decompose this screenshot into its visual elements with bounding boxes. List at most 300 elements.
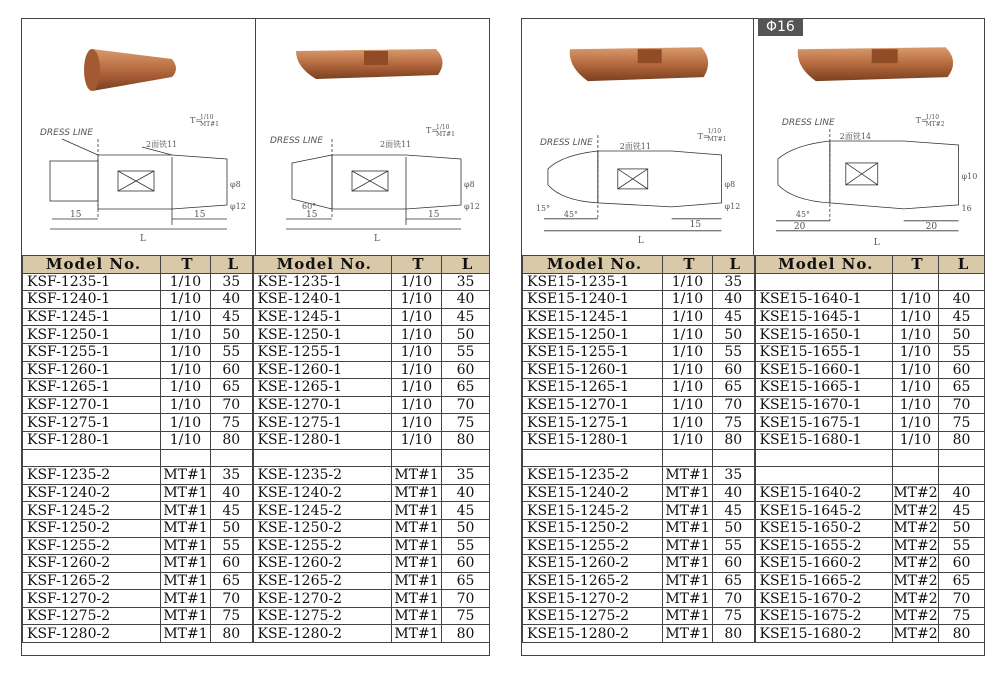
- t-cell: 1/10: [893, 291, 939, 309]
- l-cell: 65: [713, 379, 755, 397]
- t-cell: MT#1: [392, 590, 442, 608]
- t-cell: MT#1: [392, 625, 442, 643]
- spacer-cell: [23, 449, 161, 467]
- l-cell: 60: [939, 555, 985, 573]
- l-cell: 75: [939, 607, 985, 625]
- l-cell: 80: [713, 431, 755, 449]
- table-row: [523, 326, 985, 344]
- l-cell: 65: [442, 379, 490, 397]
- model-cell: KSF-1240-1: [23, 291, 161, 309]
- kse-electrode-drawing: [256, 19, 489, 255]
- dim-20-left: 20: [793, 221, 805, 232]
- l-cell: 35: [442, 467, 490, 485]
- model-cell: KSF-1280-1: [23, 431, 161, 449]
- model-cell: KSF-1270-2: [23, 590, 161, 608]
- l-cell: 75: [211, 414, 253, 432]
- l-cell: 55: [939, 343, 985, 361]
- l-cell: 60: [713, 361, 755, 379]
- model-cell: KSE15-1640-2: [755, 484, 893, 502]
- l-cell: 35: [442, 273, 490, 291]
- model-cell: KSE15-1675-2: [755, 607, 893, 625]
- table-row: [523, 291, 985, 309]
- spacer-cell: [713, 449, 755, 467]
- model-cell: KSE15-1245-2: [523, 502, 663, 520]
- table-row: [23, 467, 490, 485]
- t-cell: [893, 273, 939, 291]
- t-cell: [893, 467, 939, 485]
- table-row: [523, 484, 985, 502]
- model-cell: KSE15-1235-1: [523, 273, 663, 291]
- model-cell: KSF-1235-2: [23, 467, 161, 485]
- model-cell: KSE15-1260-2: [523, 555, 663, 573]
- face-mill-label: 2面铣11: [619, 141, 651, 151]
- l-cell: 70: [713, 396, 755, 414]
- l-cell: 35: [713, 467, 755, 485]
- t-cell: MT#2: [893, 572, 938, 589]
- left-spec-table: [22, 255, 490, 643]
- l-cell: 75: [211, 607, 253, 625]
- t-cell: MT#1: [392, 484, 442, 502]
- taper-frac-bot: MT#1: [707, 135, 727, 143]
- l-cell: 60: [442, 555, 490, 573]
- kse15-electrode-drawing: [522, 19, 753, 255]
- model-cell: KSE15-1245-1: [523, 308, 663, 326]
- model-cell: KSE-1260-1: [253, 361, 392, 379]
- taper-frac-bot2: MT#2: [925, 121, 945, 129]
- l-header: L: [442, 256, 490, 274]
- t-cell: 1/10: [161, 414, 211, 432]
- t-cell: MT#1: [392, 537, 442, 555]
- dim-15-right: 15: [194, 210, 206, 220]
- t-cell: MT#1: [392, 467, 442, 485]
- l-cell: 40: [713, 291, 755, 309]
- t-cell: 1/10: [392, 291, 442, 309]
- t-cell: 1/10: [663, 326, 713, 344]
- table-row: [23, 502, 490, 520]
- l-cell: 65: [939, 572, 985, 590]
- t-cell: MT#1: [161, 555, 211, 573]
- t-cell: MT#2: [893, 625, 938, 642]
- l-cell: 40: [442, 484, 490, 502]
- t-cell: MT#1: [161, 537, 211, 555]
- l-cell: 55: [211, 343, 253, 361]
- l-cell: 70: [442, 396, 490, 414]
- model-cell: KSF-1250-1: [23, 326, 161, 344]
- l-cell: [939, 273, 985, 291]
- model-cell: KSE15-1650-2: [755, 519, 893, 537]
- dress-line-label: DRESS LINE: [539, 137, 593, 148]
- t-cell: MT#1: [161, 502, 211, 520]
- l-cell: 80: [713, 625, 755, 643]
- dim-15-right: 15: [428, 210, 440, 220]
- l-cell: 50: [211, 326, 253, 344]
- t-cell: MT#1: [663, 537, 713, 555]
- dress-line-label: DRESS LINE: [781, 118, 835, 129]
- t-cell: MT#1: [161, 625, 211, 643]
- l-cell: 50: [442, 519, 490, 537]
- t-cell: MT#1: [663, 502, 713, 520]
- model-cell: [755, 273, 893, 291]
- model-cell: KSE15-1240-2: [523, 484, 663, 502]
- l-cell: 45: [211, 308, 253, 326]
- l-header: L: [713, 256, 755, 274]
- t-header: T: [392, 256, 442, 274]
- taper-frac-top: 1/10: [436, 124, 450, 131]
- l-cell: 70: [211, 590, 253, 608]
- table-row: [523, 396, 985, 414]
- l-header: L: [211, 256, 253, 274]
- l-cell: 60: [442, 361, 490, 379]
- l-cell: 75: [442, 414, 490, 432]
- model-cell: KSE15-1675-1: [755, 414, 893, 432]
- model-cell: KSE15-1680-1: [755, 431, 893, 449]
- t-cell: 1/10: [663, 273, 713, 291]
- taper-label: T=: [697, 131, 710, 141]
- model-cell: KSE-1245-1: [253, 308, 392, 326]
- model-cell: [755, 467, 893, 485]
- kse-drawing-cell: [256, 19, 489, 255]
- l-cell: 35: [211, 273, 253, 291]
- table-row: [523, 379, 985, 397]
- l-cell: 45: [442, 502, 490, 520]
- model-cell: KSF-1260-1: [23, 361, 161, 379]
- l-cell: 70: [211, 396, 253, 414]
- dim-phi12: φ12: [464, 202, 480, 211]
- t-cell: 1/10: [663, 431, 713, 449]
- l-cell: 35: [713, 273, 755, 291]
- table-row: [23, 273, 490, 291]
- table-row: [523, 607, 985, 625]
- model-cell: KSE15-1655-2: [755, 537, 893, 555]
- t-cell: MT#1: [663, 572, 713, 590]
- dim-l: L: [140, 234, 146, 244]
- l-cell: 65: [211, 379, 253, 397]
- l-cell: 45: [939, 502, 985, 520]
- taper-frac-bot: MT#1: [436, 131, 455, 138]
- l-cell: 55: [442, 343, 490, 361]
- l-cell: 80: [939, 625, 985, 643]
- dim-l: L: [637, 235, 644, 246]
- table-row: [23, 537, 490, 555]
- l-cell: 45: [713, 502, 755, 520]
- spacer-cell: [663, 449, 713, 467]
- l-cell: 40: [713, 484, 755, 502]
- model-cell: KSF-1260-2: [23, 555, 161, 573]
- l-cell: 65: [442, 572, 490, 590]
- model-cell: KSE15-1275-1: [523, 414, 663, 432]
- t-cell: MT#1: [161, 572, 211, 590]
- l-cell: 70: [442, 590, 490, 608]
- model-cell: KSE15-1265-2: [523, 572, 663, 590]
- l-cell: 75: [939, 414, 985, 432]
- spacer-row: [23, 449, 490, 467]
- table-row: [23, 291, 490, 309]
- model-cell: KSE15-1270-1: [523, 396, 663, 414]
- model-cell: KSE15-1250-2: [523, 519, 663, 537]
- t-cell: 1/10: [893, 414, 939, 432]
- model-cell: KSE15-1240-1: [523, 291, 663, 309]
- right-drawings-row: [522, 19, 984, 256]
- kse15-phi16-electrode-drawing: [754, 19, 985, 255]
- l-cell: 40: [939, 484, 985, 502]
- l-cell: 35: [211, 467, 253, 485]
- model-cell: KSE15-1655-1: [755, 343, 893, 361]
- spacer-row: [523, 449, 985, 467]
- model-cell: KSE15-1275-2: [523, 607, 663, 625]
- table-row: [23, 361, 490, 379]
- dim-phi12: φ12: [724, 201, 741, 211]
- l-cell: 70: [939, 590, 985, 608]
- kse15-phi16-drawing-cell: [754, 19, 985, 255]
- table-row: [23, 396, 490, 414]
- dim-phi16: 16: [961, 203, 972, 213]
- dim-45: 45°: [563, 209, 579, 219]
- t-cell: 1/10: [161, 343, 211, 361]
- model-cell: KSE15-1660-2: [755, 555, 893, 573]
- dim-15-right: 15: [689, 219, 702, 230]
- face-mill-alt-label: 2面铣14: [839, 131, 871, 141]
- table-row: [23, 572, 490, 590]
- kse15-phi16-electrode-photo: [797, 47, 952, 81]
- l-cell: 80: [442, 431, 490, 449]
- model-cell: KSE-1255-1: [253, 343, 392, 361]
- ksf-drawing-cell: [22, 19, 256, 255]
- model-cell: KSF-1275-1: [23, 414, 161, 432]
- t-cell: 1/10: [161, 396, 211, 414]
- l-cell: 80: [211, 625, 253, 643]
- model-cell: KSE15-1665-2: [755, 572, 893, 590]
- l-cell: 45: [442, 308, 490, 326]
- table-row: [523, 555, 985, 573]
- model-cell: KSE-1280-1: [253, 431, 392, 449]
- model-cell: KSE15-1680-2: [755, 625, 893, 643]
- t-cell: 1/10: [663, 414, 713, 432]
- t-cell: 1/10: [893, 361, 939, 379]
- face-mill-label: 2面铣11: [146, 140, 178, 149]
- table-row: [523, 273, 985, 291]
- table-row: [523, 467, 985, 485]
- right-spec-table: [522, 255, 985, 643]
- model-cell: KSE15-1255-1: [523, 343, 663, 361]
- model-cell: KSE-1265-1: [253, 379, 392, 397]
- t-cell: MT#2: [893, 520, 938, 537]
- t-cell: MT#1: [663, 467, 713, 485]
- t-cell: 1/10: [392, 361, 442, 379]
- l-cell: 60: [939, 361, 985, 379]
- model-cell: KSF-1275-2: [23, 607, 161, 625]
- t-cell: MT#2: [893, 590, 938, 607]
- t-cell: MT#1: [663, 607, 713, 625]
- model-cell: KSE-1260-2: [253, 555, 392, 573]
- l-cell: 40: [939, 291, 985, 309]
- t-cell: 1/10: [392, 273, 442, 291]
- model-cell: KSF-1270-1: [23, 396, 161, 414]
- face-mill-label: 2面铣11: [380, 140, 412, 149]
- phi16-badge: Φ16: [758, 18, 803, 36]
- model-cell: KSE15-1660-1: [755, 361, 893, 379]
- t-cell: 1/10: [161, 379, 211, 397]
- table-row: [523, 308, 985, 326]
- model-cell: KSE15-1670-2: [755, 590, 893, 608]
- table-row: [23, 326, 490, 344]
- model-cell: KSE15-1650-1: [755, 326, 893, 344]
- l-cell: 70: [713, 590, 755, 608]
- t-cell: 1/10: [893, 343, 939, 361]
- l-cell: 75: [713, 607, 755, 625]
- t-cell: MT#1: [161, 519, 211, 537]
- l-cell: 55: [939, 537, 985, 555]
- t-header: T: [161, 256, 211, 274]
- dim-60: 60°: [302, 202, 317, 211]
- dim-phi8: φ8: [724, 179, 736, 189]
- l-cell: 70: [939, 396, 985, 414]
- l-cell: 50: [939, 519, 985, 537]
- dim-45: 45°: [795, 209, 810, 219]
- kse15-electrode-photo: [570, 47, 708, 81]
- model-cell: KSE-1235-2: [253, 467, 392, 485]
- left-drawings-row: [22, 19, 489, 256]
- l-cell: 55: [713, 537, 755, 555]
- table-row: [23, 590, 490, 608]
- l-cell: 60: [713, 555, 755, 573]
- model-cell: KSE-1235-1: [253, 273, 392, 291]
- table-row: [23, 308, 490, 326]
- l-cell: 65: [939, 379, 985, 397]
- table-row: [523, 590, 985, 608]
- t-cell: 1/10: [893, 326, 939, 344]
- model-cell: KSE-1270-2: [253, 590, 392, 608]
- model-cell: KSE-1270-1: [253, 396, 392, 414]
- spacer-cell: [211, 449, 253, 467]
- model-cell: KSE15-1260-1: [523, 361, 663, 379]
- l-cell: 45: [713, 308, 755, 326]
- table-row: [523, 431, 985, 449]
- model-cell: KSE-1275-1: [253, 414, 392, 432]
- l-cell: 40: [442, 291, 490, 309]
- t-cell: MT#1: [161, 467, 211, 485]
- t-cell: 1/10: [392, 379, 442, 397]
- taper-label: T=: [915, 116, 928, 126]
- model-cell: KSE15-1235-2: [523, 467, 663, 485]
- spacer-cell: [442, 449, 490, 467]
- ksf-electrode-photo: [84, 49, 176, 91]
- ksf-electrode-drawing: [22, 19, 255, 255]
- t-cell: 1/10: [663, 361, 713, 379]
- model-cell: KSE15-1270-2: [523, 590, 663, 608]
- l-cell: 50: [713, 326, 755, 344]
- right-catalog-panel: [521, 18, 985, 656]
- model-cell: KSE15-1645-1: [755, 308, 893, 326]
- t-cell: 1/10: [893, 308, 939, 326]
- t-cell: 1/10: [161, 361, 211, 379]
- model-cell: KSF-1255-1: [23, 343, 161, 361]
- t-cell: 1/10: [161, 431, 211, 449]
- model-cell: KSE-1250-1: [253, 326, 392, 344]
- dress-line-label: DRESS LINE: [270, 136, 323, 146]
- model-cell: KSE15-1665-1: [755, 379, 893, 397]
- taper-frac-top: 1/10: [200, 114, 214, 121]
- t-cell: 1/10: [893, 396, 939, 414]
- model-cell: KSF-1250-2: [23, 519, 161, 537]
- l-cell: 50: [713, 519, 755, 537]
- table-row: [523, 625, 985, 643]
- t-cell: 1/10: [663, 308, 713, 326]
- model-header: Model No.: [755, 256, 893, 274]
- l-cell: 65: [713, 572, 755, 590]
- dim-15-left: 15: [306, 210, 318, 220]
- dim-20-right: 20: [925, 221, 937, 232]
- spacer-cell: [893, 449, 939, 467]
- l-cell: 60: [211, 555, 253, 573]
- model-cell: KSF-1280-2: [23, 625, 161, 643]
- model-header: Model No.: [23, 256, 161, 274]
- table-row: [23, 484, 490, 502]
- model-cell: KSE-1250-2: [253, 519, 392, 537]
- l-cell: 55: [713, 343, 755, 361]
- table-row: [23, 343, 490, 361]
- t-cell: 1/10: [893, 379, 939, 397]
- l-cell: 55: [211, 537, 253, 555]
- taper-label: T=: [190, 116, 203, 125]
- table-row: [523, 502, 985, 520]
- l-cell: 40: [211, 484, 253, 502]
- dim-phi8: φ8: [230, 180, 241, 189]
- dress-line-label: DRESS LINE: [40, 128, 93, 138]
- table-row: [23, 414, 490, 432]
- taper-frac-bot: MT#1: [200, 121, 219, 128]
- l-cell: 45: [211, 502, 253, 520]
- table-row: [523, 343, 985, 361]
- table-row: [23, 555, 490, 573]
- t-cell: 1/10: [392, 308, 442, 326]
- t-cell: 1/10: [161, 273, 211, 291]
- l-cell: 50: [442, 326, 490, 344]
- t-cell: 1/10: [893, 431, 939, 449]
- dim-phi12: φ12: [230, 202, 246, 211]
- dim-l: L: [873, 237, 880, 248]
- t-cell: MT#1: [663, 484, 713, 502]
- table-row: [23, 431, 490, 449]
- t-cell: MT#1: [392, 519, 442, 537]
- t-cell: MT#1: [663, 590, 713, 608]
- t-cell: 1/10: [392, 343, 442, 361]
- dim-l: L: [374, 234, 380, 244]
- table-row: [23, 607, 490, 625]
- l-cell: 50: [211, 519, 253, 537]
- t-cell: MT#1: [392, 572, 442, 590]
- l-cell: 45: [939, 308, 985, 326]
- model-cell: KSE15-1280-1: [523, 431, 663, 449]
- l-cell: 60: [211, 361, 253, 379]
- t-cell: MT#1: [663, 519, 713, 537]
- spacer-cell: [253, 449, 392, 467]
- table-row: [523, 572, 985, 590]
- t-cell: 1/10: [663, 396, 713, 414]
- model-cell: KSE-1240-2: [253, 484, 392, 502]
- l-cell: [939, 467, 985, 485]
- model-cell: KSE-1240-1: [253, 291, 392, 309]
- t-cell: MT#2: [893, 608, 938, 625]
- model-header: Model No.: [523, 256, 663, 274]
- model-cell: KSE15-1645-2: [755, 502, 893, 520]
- model-cell: KSF-1245-2: [23, 502, 161, 520]
- table-row: [523, 537, 985, 555]
- model-cell: KSE-1275-2: [253, 607, 392, 625]
- t-cell: MT#1: [161, 607, 211, 625]
- model-cell: KSE15-1250-1: [523, 326, 663, 344]
- l-cell: 55: [442, 537, 490, 555]
- model-cell: KSE15-1255-2: [523, 537, 663, 555]
